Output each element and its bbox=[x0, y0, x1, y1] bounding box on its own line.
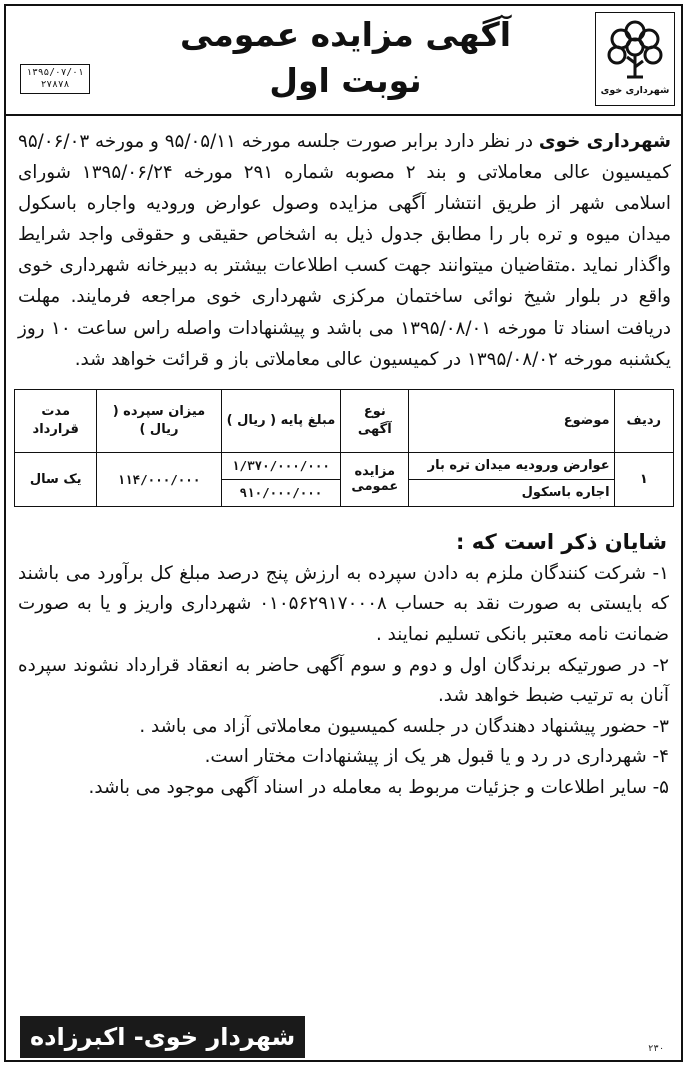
note-item: ۱- شرکت کنندگان ملزم به دادن سپرده به ارزش پنج درصد مبلغ کل برآورد می باشند که بایستی به صورت نقد به حساب ۰۱۰۵۶۲۹۱۷۰۰۰۸ شهرداری واریز و یا به صورت ضمانت نامه معتبر بانکی تسلیم نمایند . bbox=[18, 562, 669, 645]
notice-round: نوبت اول bbox=[269, 61, 422, 100]
signature-block: شهردار خوی- اکبرزاده bbox=[20, 1016, 305, 1058]
note-item: ۵- سایر اطلاعات و جزئیات مربوط به معامله در اسناد آگهی موجود می باشد. bbox=[88, 776, 669, 798]
page-number: ۲۳۰ bbox=[648, 1044, 665, 1054]
note-item: ۳- حضور پیشنهاد دهندگان در جلسه کمیسیون معاملاتی آزاد می باشد . bbox=[139, 715, 669, 737]
organization-name: شهرداری خوی bbox=[538, 131, 671, 152]
reference-box bbox=[20, 64, 90, 94]
auction-type: مزایده عمومی bbox=[341, 452, 409, 506]
item-subject: عوارض ورودیه میدان تره بار bbox=[409, 452, 614, 479]
logo-caption: شهرداری خوی bbox=[600, 85, 670, 96]
deposit-amount: ۱۱۴/۰۰۰/۰۰۰ bbox=[97, 452, 221, 506]
tree-logo-icon bbox=[603, 17, 667, 81]
reference-number: ۲۷۸۷۸ bbox=[40, 79, 70, 90]
header-subject: موضوع bbox=[409, 389, 614, 452]
header-term: مدت قرارداد bbox=[15, 389, 97, 452]
item-base-price: ۹۱۰/۰۰۰/۰۰۰ bbox=[221, 479, 341, 506]
auction-table bbox=[14, 389, 674, 507]
header-type: نوع آگهی bbox=[341, 389, 409, 452]
intro-paragraph bbox=[6, 116, 681, 375]
reference-date: ۱۳۹۵/۰۷/۰۱ bbox=[26, 67, 84, 78]
header bbox=[6, 6, 681, 116]
header-row: ردیف bbox=[614, 389, 673, 452]
item-subject: اجاره باسکول bbox=[409, 479, 614, 506]
header-base-price: مبلغ پایه ( ریال ) bbox=[221, 389, 341, 452]
table-row bbox=[15, 452, 674, 479]
contract-term: یک سال bbox=[15, 452, 97, 506]
notes-list bbox=[6, 559, 681, 804]
row-number: ۱ bbox=[614, 452, 673, 506]
header-deposit: میزان سپرده ( ریال ) bbox=[97, 389, 221, 452]
intro-text: در نظر دارد برابر صورت جلسه مورخه ۹۵/۰۵/۱۱ و مورخه ۹۵/۰۶/۰۳ کمیسیون عالی معاملاتی و بند ۲ مصوبه شماره ۲۹۱ مورخه ۱۳۹۵/۰۶/۲۴ شورای اسلامی شهر از طریق انتشار آگهی مزایده وصول عوارض ورودیه واجاره باسکول میدان میوه و تره بار را مطابق جدول ذیل به اشخاص حقیقی و حقوقی واجد شرایط واگذار نماید .متقاضیان میتوانند جهت کسب اطلاعات بیشتر به دبیرخانه شهرداری خوی واقع در بلوار شیخ نوائی ساختمان مرکزی شهرداری خوی مراجعه فرمایند. مهلت دریافت اسناد تا مورخه ۱۳۹۵/۰۸/۰۱ می باشد و پیشنهادات واصله راس ساعت ۱۰ روز یکشنبه مورخه ۱۳۹۵/۰۸/۰۲ در کمیسیون عالی معاملاتی باز و قرائت خواهد شد. bbox=[18, 131, 671, 370]
note-item: ۴- شهرداری در رد و یا قبول هر یک از پیشنهادات مختار است. bbox=[204, 746, 669, 768]
municipality-logo bbox=[595, 12, 675, 106]
note-item: ۲- در صورتیکه برندگان اول و دوم و سوم آگهی حاضر به انعقاد قرارداد نشوند سپرده آنان به ترتیب ضبط خواهد شد. bbox=[18, 654, 669, 707]
item-base-price: ۱/۳۷۰/۰۰۰/۰۰۰ bbox=[221, 452, 341, 479]
notes-title: شایان ذکر است که : bbox=[456, 529, 667, 554]
notice-title: آگهی مزایده عمومی bbox=[179, 15, 512, 54]
notice-page bbox=[4, 4, 683, 1062]
title-block bbox=[106, 12, 585, 104]
